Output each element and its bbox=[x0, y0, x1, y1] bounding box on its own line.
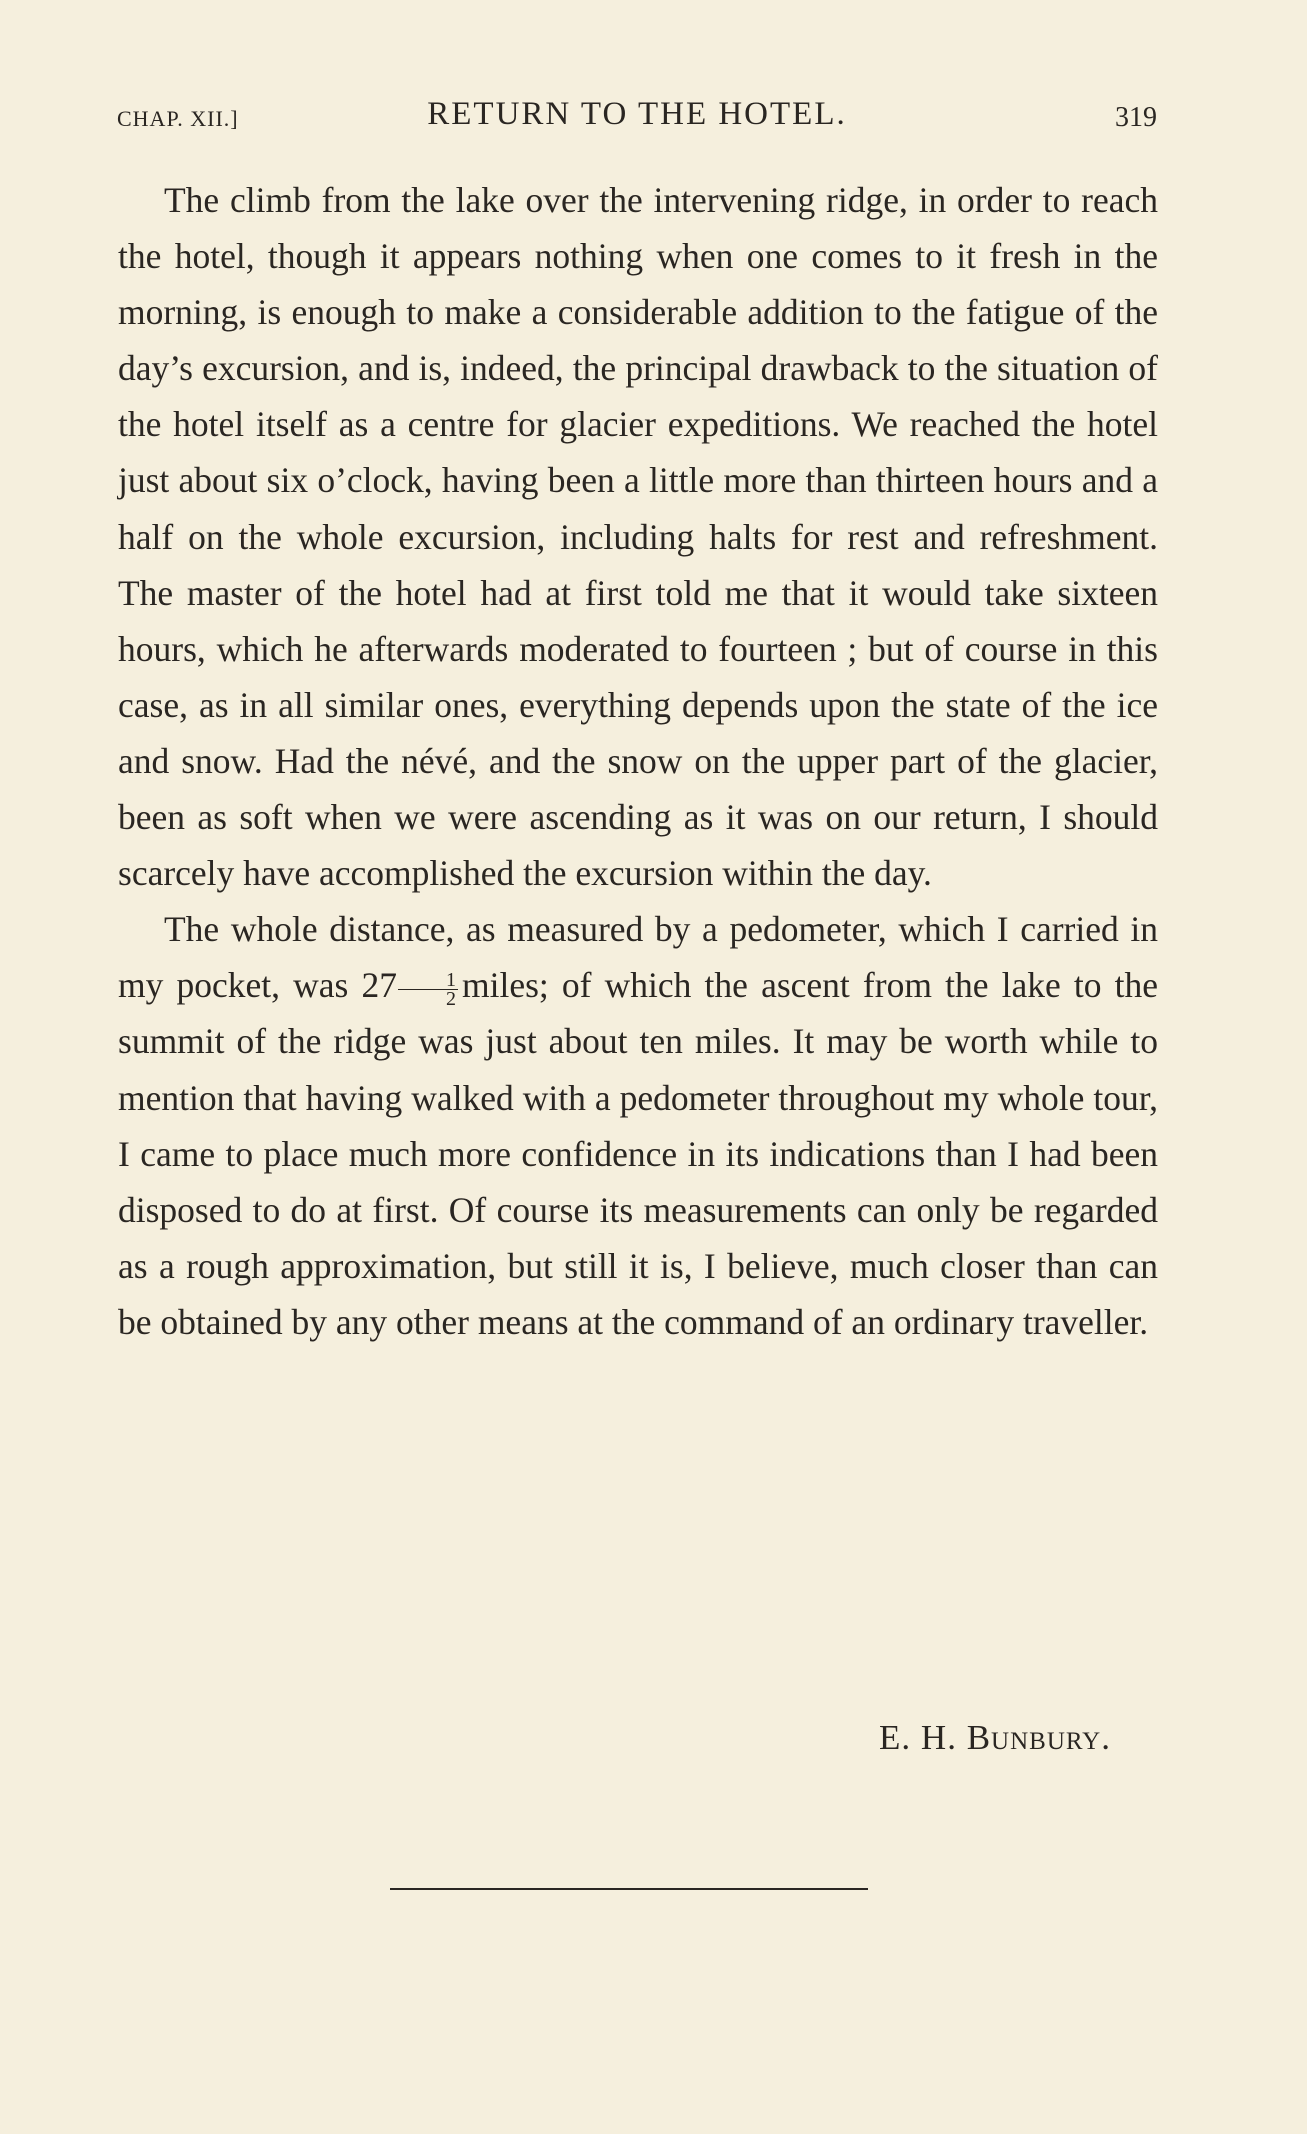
fraction-numerator: 1 bbox=[398, 971, 458, 990]
author-surname: Bunbury. bbox=[966, 1718, 1111, 1757]
paragraph-2 bbox=[118, 901, 1158, 1350]
paragraph-2-part-1: The whole distance, as measured by a pedometer, which I carried in my pocket, was 27 bbox=[118, 909, 1158, 1006]
page-title: RETURN TO THE HOTEL. bbox=[427, 96, 847, 132]
author-signature bbox=[879, 1718, 1111, 1758]
paragraph-2-part-2: miles; of which the ascent from the lake to the summit of the ridge was just about ten miles. It may be worth while to mention that having walked with a pedometer throughout my whole tour, I came to place much more confidence in its indications than I had been disposed to do at first. Of course its measurements can only be regarded as a rough approximation, but still it is, I believe, much closer than can be obtained by any other means at the command of an ordinary traveller. bbox=[118, 965, 1158, 1342]
end-rule bbox=[390, 1888, 868, 1890]
chapter-label: CHAP. XII.] bbox=[117, 106, 239, 131]
page-number: 319 bbox=[1115, 102, 1157, 133]
paragraph-1: The climb from the lake over the intervening ridge, in order to reach the hotel, though it appears nothing when one comes to it fresh in the morning, is enough to make a considerable addition to the fatigue of the day’s excursion, and is, indeed, the principal drawback to the situation of the hotel itself as a centre for glacier expeditions. We reached the hotel just about six o’clock, having been a little more than thirteen hours and a half on the whole excursion, including halts for rest and refreshment. The master of the hotel had at first told me that it would take sixteen hours, which he afterwards moderated to fourteen ; but of course in this case, as in all similar ones, everything depends upon the state of the ice and snow. Had the névé, and the snow on the upper part of the glacier, been as soft when we were ascending as it was on our return, I should scarcely have accomplished the excursion within the day. bbox=[118, 180, 1158, 894]
fraction-denominator: 2 bbox=[446, 987, 457, 1010]
fraction-half bbox=[398, 968, 458, 1010]
author-initials: E. H. bbox=[879, 1718, 957, 1757]
body-text bbox=[118, 172, 1158, 1350]
running-head bbox=[117, 96, 1157, 140]
